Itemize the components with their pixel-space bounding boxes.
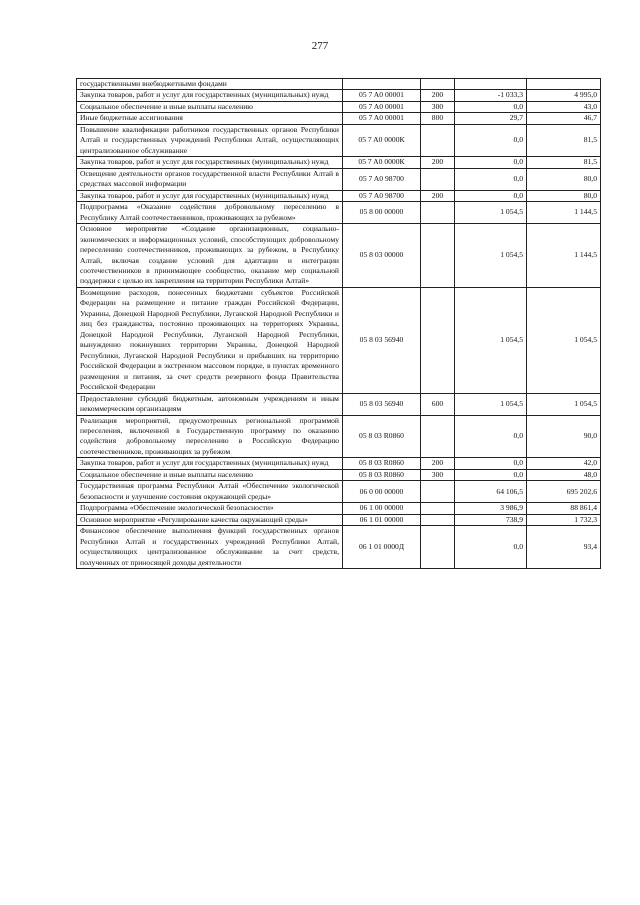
row-name-cell: Подпрограмма «Оказание содействия добровольному переселению в Республику Алтай соотечественников, проживающих за рубежом» (77, 202, 343, 224)
row-code-cell: 05 8 03 00000 (343, 224, 421, 288)
row-amount-2-cell: 43,0 (527, 101, 601, 112)
row-amount-1-cell: 64 106,5 (455, 481, 527, 503)
row-code-cell: 05 8 03 56940 (343, 287, 421, 393)
row-amount-2-cell: 42,0 (527, 458, 601, 469)
row-name-cell: Освещение деятельности органов государственной власти Республики Алтай в средствах массовой информации (77, 168, 343, 190)
row-amount-2-cell: 1 054,5 (527, 393, 601, 415)
row-amount-1-cell: -1 033,3 (455, 90, 527, 101)
table-row (77, 458, 601, 469)
row-amount-2-cell (527, 79, 601, 90)
row-amount-1-cell: 738,9 (455, 514, 527, 525)
row-amount-1-cell: 0,0 (455, 526, 527, 569)
row-amount-1-cell: 29,7 (455, 113, 527, 124)
table-row (77, 113, 601, 124)
row-name-cell: Подпрограмма «Обеспечение экологической безопасности» (77, 503, 343, 514)
row-name-cell: Социальное обеспечение и иные выплаты населению (77, 469, 343, 480)
row-amount-2-cell: 695 202,6 (527, 481, 601, 503)
row-code-cell: 05 8 00 00000 (343, 202, 421, 224)
row-name-cell: Государственная программа Республики Алтай «Обеспечение экологической безопасности и улучшение состояния окружающей среды» (77, 481, 343, 503)
row-amount-2-cell: 81,5 (527, 124, 601, 156)
table-row (77, 526, 601, 569)
row-code-cell: 05 8 03 R0860 (343, 458, 421, 469)
row-expense-type-cell: 300 (421, 469, 455, 480)
row-amount-1-cell: 0,0 (455, 101, 527, 112)
row-code-cell: 05 7 A0 00001 (343, 90, 421, 101)
row-amount-2-cell: 1 144,5 (527, 224, 601, 288)
row-amount-2-cell: 90,0 (527, 415, 601, 458)
row-expense-type-cell (421, 202, 455, 224)
table-row (77, 469, 601, 480)
row-code-cell: 06 0 00 00000 (343, 481, 421, 503)
row-name-cell: Реализация мероприятий, предусмотренных региональной программой переселения, включенной в Государственную программу по оказанию содействия добровольному переселению в Российскую Федерацию соотечественников, проживающих за рубежом (77, 415, 343, 458)
row-expense-type-cell: 200 (421, 157, 455, 168)
row-expense-type-cell: 300 (421, 101, 455, 112)
table-row (77, 79, 601, 90)
row-code-cell: 06 1 01 0000Д (343, 526, 421, 569)
row-name-cell: Иные бюджетные ассигнования (77, 113, 343, 124)
row-name-cell: Основное мероприятие «Создание организационных, социально-экономических и информационных условий, способствующих добровольному переселению соотечественников, проживающих за рубежом, в Республику Алтай, включая создание условий для адаптации и интеграции соотечественников в принимающее сообщество, оказание мер социальной поддержки с целью их закрепления на территории Республики Алтай» (77, 224, 343, 288)
row-expense-type-cell: 200 (421, 90, 455, 101)
row-code-cell: 05 7 A0 98700 (343, 168, 421, 190)
row-name-cell: Социальное обеспечение и иные выплаты населению (77, 101, 343, 112)
table-row (77, 101, 601, 112)
row-amount-2-cell: 80,0 (527, 168, 601, 190)
row-code-cell (343, 79, 421, 90)
row-expense-type-cell (421, 287, 455, 393)
row-expense-type-cell (421, 514, 455, 525)
page-number: 277 (311, 40, 329, 52)
row-name-cell: Финансовое обеспечение выполнения функций государственных органов Республики Алтай и государственных учреждений Республики Алтай, осуществляющих централизованное обслуживание за счет средств, полученных от приносящей доходы деятельности (77, 526, 343, 569)
row-amount-1-cell: 0,0 (455, 415, 527, 458)
row-name-cell: государственными внебюджетными фондами (77, 79, 343, 90)
row-code-cell: 05 7 A0 0000К (343, 124, 421, 156)
row-amount-2-cell: 46,7 (527, 113, 601, 124)
row-amount-1-cell: 0,0 (455, 124, 527, 156)
table-row (77, 415, 601, 458)
table-row (77, 393, 601, 415)
row-amount-1-cell: 3 986,9 (455, 503, 527, 514)
budget-table (76, 78, 601, 569)
row-amount-1-cell: 0,0 (455, 469, 527, 480)
row-amount-1-cell: 0,0 (455, 157, 527, 168)
row-amount-1-cell: 0,0 (455, 168, 527, 190)
row-name-cell: Повышение квалификации работников государственных органов Республики Алтай и государственных учреждений Республики Алтай, осуществляющих централизованное обслуживание (77, 124, 343, 156)
row-expense-type-cell (421, 124, 455, 156)
row-amount-2-cell: 93,4 (527, 526, 601, 569)
row-amount-1-cell: 0,0 (455, 458, 527, 469)
row-amount-1-cell: 1 054,5 (455, 287, 527, 393)
table-row (77, 287, 601, 393)
row-amount-1-cell: 1 054,5 (455, 393, 527, 415)
row-amount-2-cell: 1 144,5 (527, 202, 601, 224)
row-amount-2-cell: 4 995,0 (527, 90, 601, 101)
row-name-cell: Основное мероприятие «Регулирование качества окружающей среды» (77, 514, 343, 525)
budget-table-body (77, 79, 601, 569)
table-row (77, 124, 601, 156)
row-amount-2-cell: 48,0 (527, 469, 601, 480)
row-amount-1-cell: 1 054,5 (455, 202, 527, 224)
table-row (77, 168, 601, 190)
table-row (77, 157, 601, 168)
row-name-cell: Закупка товаров, работ и услуг для государственных (муниципальных) нужд (77, 90, 343, 101)
row-code-cell: 05 8 03 R0860 (343, 415, 421, 458)
row-code-cell: 05 7 A0 00001 (343, 113, 421, 124)
row-amount-1-cell: 0,0 (455, 190, 527, 201)
table-row (77, 224, 601, 288)
table-row (77, 481, 601, 503)
row-code-cell: 05 7 A0 0000К (343, 157, 421, 168)
row-expense-type-cell (421, 79, 455, 90)
table-row (77, 190, 601, 201)
row-expense-type-cell: 200 (421, 458, 455, 469)
row-name-cell: Закупка товаров, работ и услуг для государственных (муниципальных) нужд (77, 458, 343, 469)
row-expense-type-cell (421, 415, 455, 458)
table-row (77, 90, 601, 101)
row-amount-2-cell: 81,5 (527, 157, 601, 168)
row-code-cell: 05 7 A0 98700 (343, 190, 421, 201)
row-expense-type-cell: 600 (421, 393, 455, 415)
row-code-cell: 05 8 03 56940 (343, 393, 421, 415)
row-name-cell: Предоставление субсидий бюджетным, автономным учреждениям и иным некоммерческим организациям (77, 393, 343, 415)
row-amount-2-cell: 80,0 (527, 190, 601, 201)
table-row (77, 202, 601, 224)
row-expense-type-cell (421, 526, 455, 569)
row-code-cell: 06 1 00 00000 (343, 503, 421, 514)
row-expense-type-cell (421, 503, 455, 514)
row-code-cell: 06 1 01 00000 (343, 514, 421, 525)
row-amount-2-cell: 1 732,3 (527, 514, 601, 525)
row-code-cell: 05 8 03 R0860 (343, 469, 421, 480)
row-amount-2-cell: 88 861,4 (527, 503, 601, 514)
row-name-cell: Возмещение расходов, понесенных бюджетами субъектов Российской Федерации на размещение и питание граждан Российской Федерации, Украины, Донецкой Народной Республики, Луганской Народной Республики и лиц без гражданства, постоянно проживающих на территориях Украины, Донецкой Народной Республики, Луганской Народной Республики, вынужденно покинувших территории Украины, Донецкой Народной Республики, Луганской Народной Республики и прибывших на территорию Российской Федерации в экстренном массовом порядке, в пунктах временного размещения и питания, за счет средств резервного фонда Правительства Российской Федерации (77, 287, 343, 393)
row-amount-2-cell: 1 054,5 (527, 287, 601, 393)
row-expense-type-cell: 200 (421, 190, 455, 201)
table-row (77, 514, 601, 525)
row-expense-type-cell (421, 481, 455, 503)
row-amount-1-cell: 1 054,5 (455, 224, 527, 288)
row-amount-1-cell (455, 79, 527, 90)
row-expense-type-cell (421, 168, 455, 190)
row-name-cell: Закупка товаров, работ и услуг для государственных (муниципальных) нужд (77, 157, 343, 168)
row-expense-type-cell (421, 224, 455, 288)
row-name-cell: Закупка товаров, работ и услуг для государственных (муниципальных) нужд (77, 190, 343, 201)
table-row (77, 503, 601, 514)
row-code-cell: 05 7 A0 00001 (343, 101, 421, 112)
row-expense-type-cell: 800 (421, 113, 455, 124)
